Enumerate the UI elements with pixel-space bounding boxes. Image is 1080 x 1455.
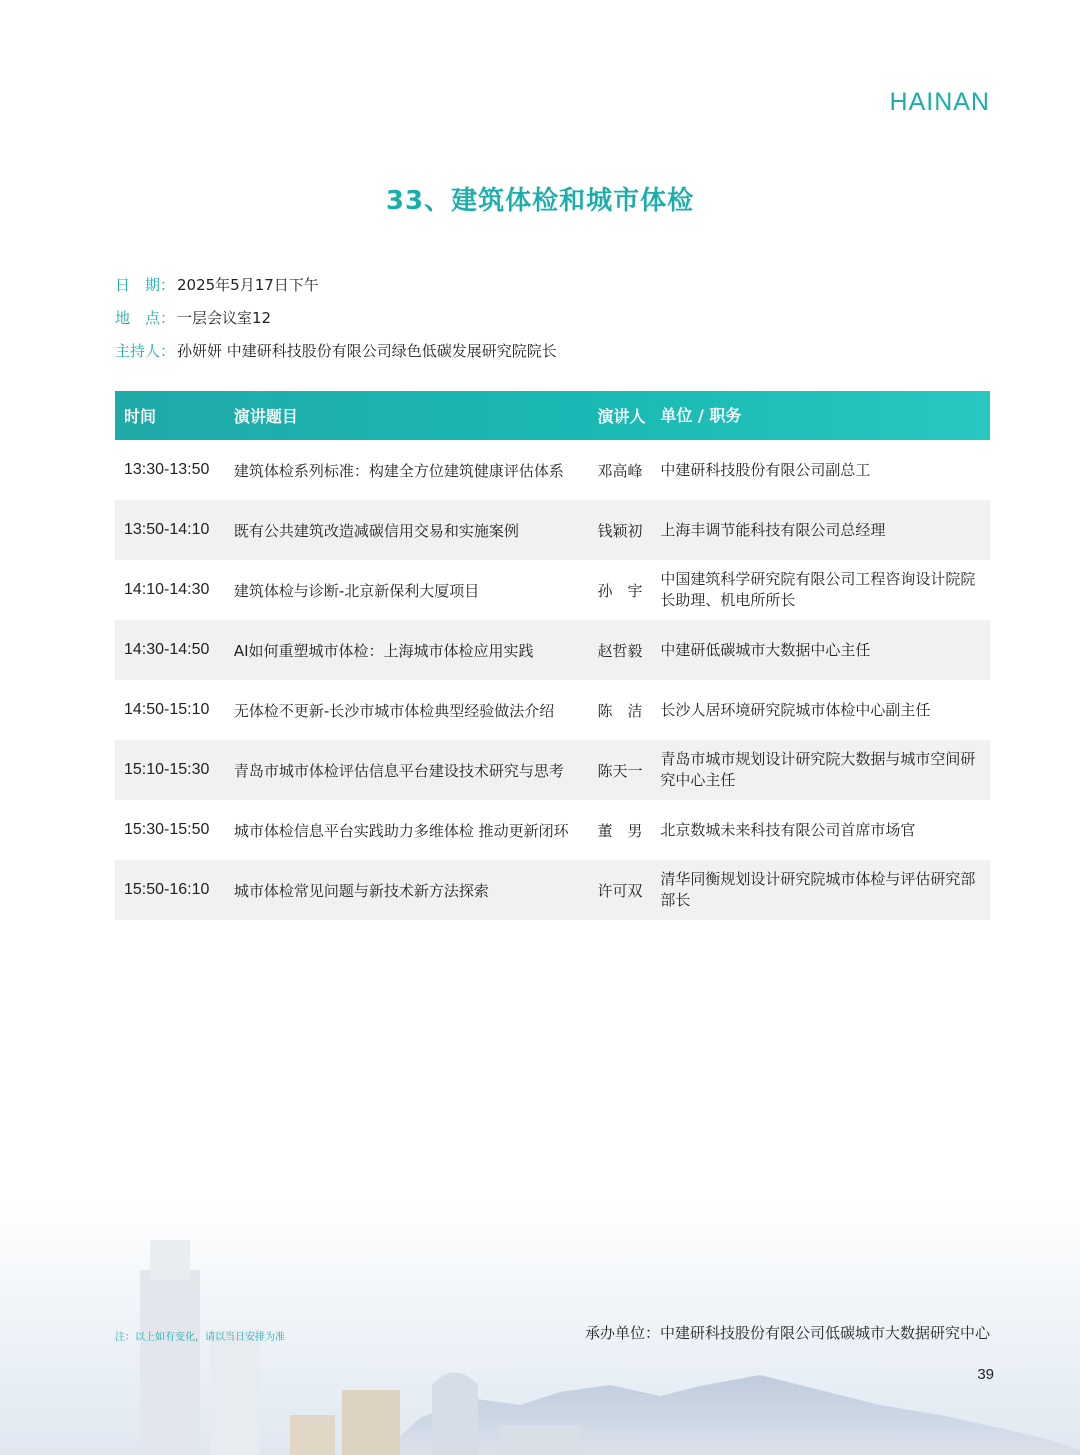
page-number: 39: [977, 1366, 994, 1383]
row-org: 清华同衡规划设计研究院城市体检与评估研究部部长: [660, 870, 976, 909]
row-org: 青岛市城市规划设计研究院大数据与城市空间研究中心主任: [660, 750, 976, 789]
venue-label: 地 点：: [115, 309, 176, 327]
table-row: [115, 800, 990, 860]
organizer-line: 承办单位：中建研科技股份有限公司低碳城市大数据研究中心: [584, 1324, 990, 1342]
host-label: 主持人：: [115, 342, 176, 360]
row-speaker: 赵哲毅: [597, 641, 643, 660]
region-label: HAINAN: [889, 88, 990, 116]
date-value: 2025年5月17日下午: [177, 276, 319, 294]
row-time: 14:10-14:30: [124, 581, 210, 598]
row-speaker: 陈 洁: [597, 701, 643, 720]
row-time: 13:30-13:50: [124, 461, 210, 478]
row-topic: 青岛市城市体检评估信息平台建设技术研究与思考: [233, 761, 564, 780]
agenda-table: [115, 391, 990, 920]
row-time: 14:50-15:10: [124, 701, 210, 718]
table-row: [115, 440, 990, 500]
date-row: [115, 268, 557, 301]
row-time: 13:50-14:10: [124, 521, 210, 538]
row-topic: 城市体检常见问题与新技术新方法探索: [233, 881, 489, 900]
table-row: [115, 860, 990, 920]
row-topic: 城市体检信息平台实践助力多维体检 推动更新闭环: [233, 821, 569, 840]
row-org: 北京数城未来科技有限公司首席市场官: [660, 820, 916, 839]
row-speaker: 董 男: [597, 821, 643, 840]
row-org: 中建研低碳城市大数据中心主任: [660, 640, 871, 659]
row-speaker: 孙 宇: [597, 581, 643, 600]
venue-row: [115, 301, 557, 334]
row-time: 14:30-14:50: [124, 641, 210, 658]
row-topic: 既有公共建筑改造减碳信用交易和实施案例: [233, 521, 519, 540]
row-org: 中国建筑科学研究院有限公司工程咨询设计院院长助理、机电所所长: [660, 570, 976, 609]
row-topic: 建筑体检与诊断-北京新保利大厦项目: [233, 581, 480, 600]
header-speaker: 演讲人: [597, 407, 646, 426]
session-meta: [115, 268, 557, 367]
row-org: 长沙人居环境研究院城市体检中心副主任: [660, 700, 931, 719]
row-speaker: 邓高峰: [597, 461, 643, 480]
disclaimer-note: 注：以上如有变化，请以当日安排为准: [115, 1332, 285, 1343]
date-label: 日 期：: [115, 276, 176, 294]
table-row: [115, 560, 990, 620]
host-row: [115, 334, 557, 367]
row-time: 15:30-15:50: [124, 821, 210, 838]
row-topic: AI如何重塑城市体检：上海城市体检应用实践: [233, 641, 534, 660]
row-topic: 建筑体检系列标准：构建全方位建筑健康评估体系: [233, 461, 564, 480]
header-topic: 演讲题目: [233, 407, 298, 426]
row-time: 15:50-16:10: [124, 881, 210, 898]
header-org: 单位 / 职务: [660, 406, 742, 425]
table-row: [115, 620, 990, 680]
row-topic: 无体检不更新-长沙市城市体检典型经验做法介绍: [233, 701, 555, 720]
row-org: 上海丰调节能科技有限公司总经理: [660, 520, 886, 539]
session-title: 33、建筑体检和城市体检: [385, 186, 695, 216]
row-time: 15:10-15:30: [124, 761, 210, 778]
table-row: [115, 500, 990, 560]
row-speaker: 陈天一: [597, 761, 643, 780]
row-org: 中建研科技股份有限公司副总工: [660, 460, 871, 479]
row-speaker: 许可双: [597, 881, 643, 900]
row-speaker: 钱颖初: [597, 521, 643, 540]
venue-value: 一层会议室12: [177, 309, 272, 327]
table-row: [115, 680, 990, 740]
host-value: 孙妍妍 中建研科技股份有限公司绿色低碳发展研究院院长: [177, 342, 557, 360]
table-row: [115, 740, 990, 800]
header-time: 时间: [124, 407, 157, 426]
table-header: [115, 391, 990, 440]
